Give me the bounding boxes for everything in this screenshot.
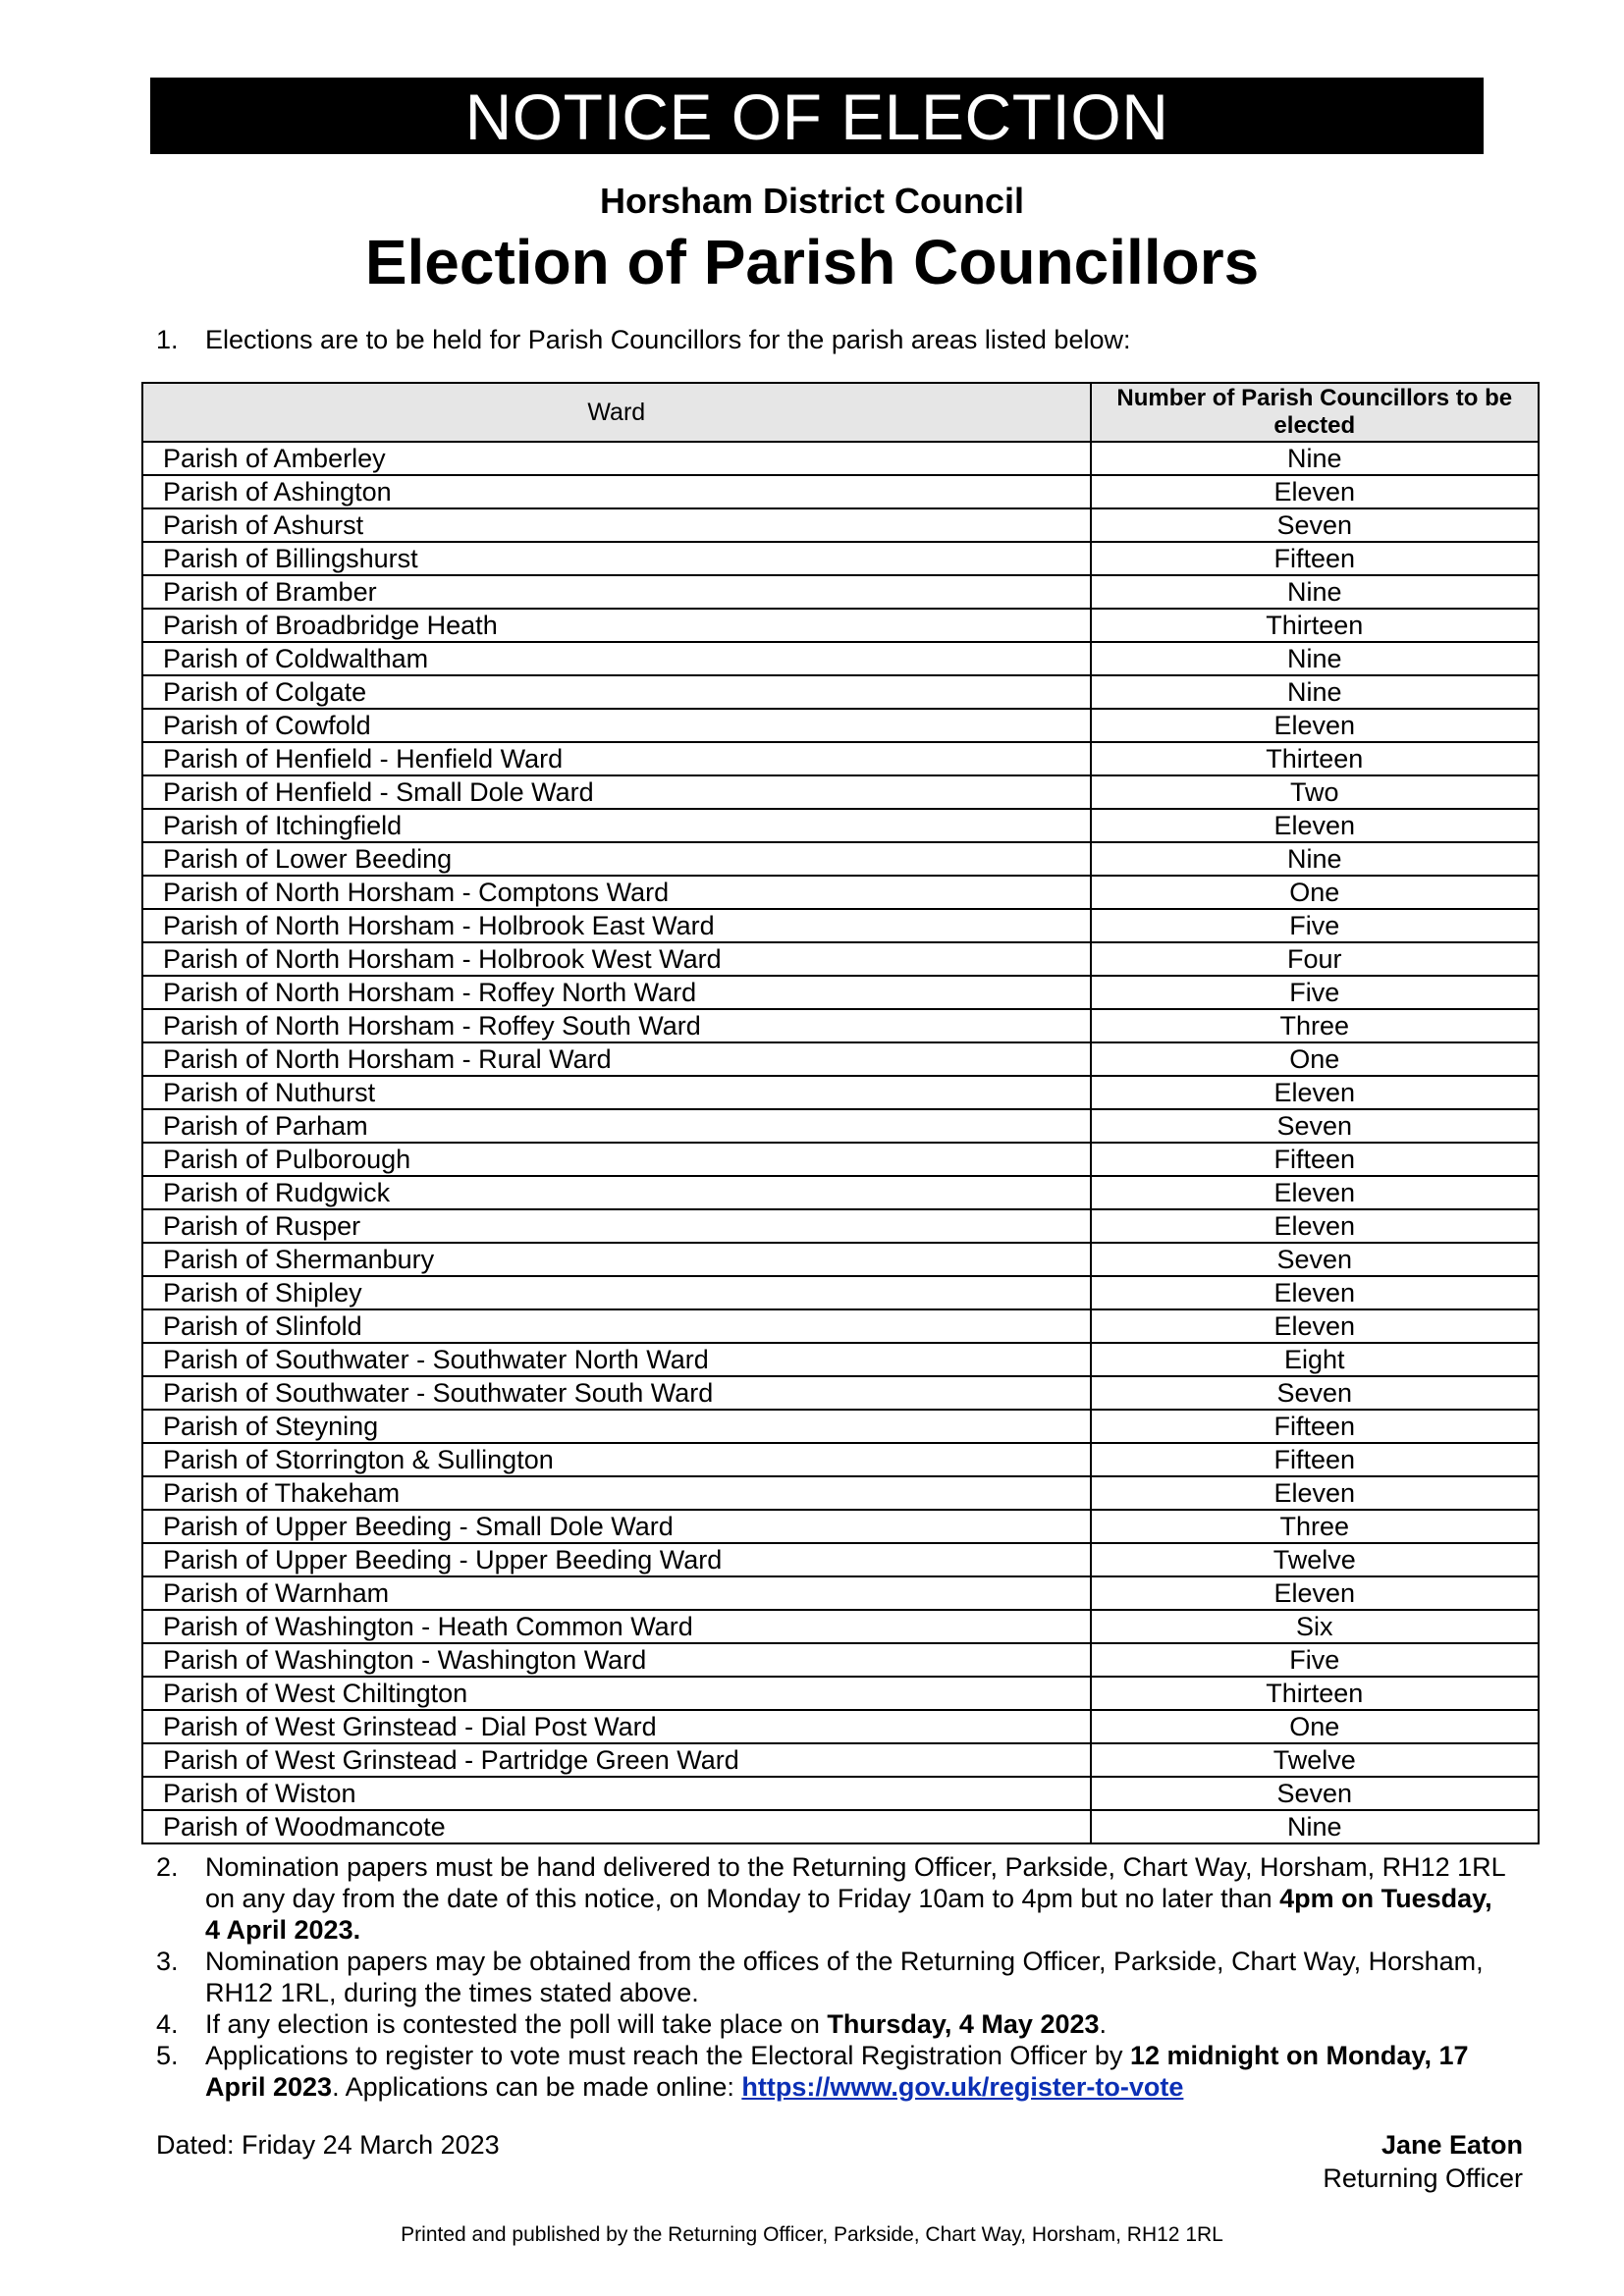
table-row [142,709,1539,742]
note-text [205,1851,1511,1946]
councillor-count-cell: Eleven [1091,1076,1539,1109]
note-number: 3. [156,1947,179,1976]
table-row [142,675,1539,709]
ward-name-cell: Parish of West Chiltington [142,1677,1091,1710]
registration-deadline: 12 midnight on Monday, 17 April 2023 [205,2041,1469,2102]
note-text: Nomination papers may be obtained from the offices of the Returning Officer, Parkside, Chart Way, Horsham, RH12 1RL, during the times stated above. [205,1947,1484,2007]
ward-name-cell: Parish of Thakeham [142,1476,1091,1510]
ward-name-cell: Parish of Billingshurst [142,542,1091,575]
table-row [142,1610,1539,1643]
table-row [142,1710,1539,1743]
ward-name-cell: Parish of Slinfold [142,1309,1091,1343]
table-row [142,876,1539,909]
ward-name-cell: Parish of Henfield - Henfield Ward [142,742,1091,775]
table-row [142,1743,1539,1777]
ward-name-cell: Parish of Shermanbury [142,1243,1091,1276]
table-row [142,475,1539,508]
note-deadline: 4pm on Tuesday, 4 April 2023. [205,1884,1492,1945]
intro-number: 1. [156,325,179,354]
councillor-count-cell: Nine [1091,1810,1539,1843]
table-row [142,909,1539,942]
councillor-count-cell: Eleven [1091,1176,1539,1209]
officer-name: Jane Eaton [1380,2130,1523,2160]
table-row [142,1276,1539,1309]
ward-name-cell: Parish of Warnham [142,1576,1091,1610]
ward-name-cell: Parish of Lower Beeding [142,842,1091,876]
ward-name-cell: Parish of Itchingfield [142,809,1091,842]
ward-column-header: Ward [142,383,1091,442]
note-number: 5. [156,2041,179,2070]
councillor-count-cell: Thirteen [1091,1677,1539,1710]
table-row [142,1009,1539,1042]
councillor-count-cell: Seven [1091,1243,1539,1276]
poll-date: Thursday, 4 May 2023 [827,2009,1100,2039]
councillor-count-cell: Eleven [1091,1276,1539,1309]
councillor-count-cell: Fifteen [1091,1143,1539,1176]
councillor-count-cell: Five [1091,1643,1539,1677]
ward-name-cell: Parish of Parham [142,1109,1091,1143]
councillor-count-cell: Seven [1091,1777,1539,1810]
table-row [142,1677,1539,1710]
councillor-count-cell: Eleven [1091,1476,1539,1510]
councillor-count-cell: Three [1091,1009,1539,1042]
table-row [142,1042,1539,1076]
councillor-count-cell: Two [1091,775,1539,809]
table-row [142,842,1539,876]
ward-name-cell: Parish of Storrington & Sullington [142,1443,1091,1476]
councillor-count-cell: Four [1091,942,1539,976]
officer-role: Returning Officer [1323,2163,1523,2193]
table-row [142,1143,1539,1176]
table-row [142,809,1539,842]
table-row [142,1243,1539,1276]
ward-name-cell: Parish of North Horsham - Holbrook East Ward [142,909,1091,942]
councillor-count-cell: Fifteen [1091,542,1539,575]
page-title: Election of Parish Councillors [364,227,1260,297]
table-row [142,508,1539,542]
table-row [142,976,1539,1009]
table-row [142,1810,1539,1843]
note-body: Applications to register to vote must reach the Electoral Registration Officer by [205,2041,1130,2070]
councillor-count-cell: Eight [1091,1343,1539,1376]
notes-list [156,1851,1511,2103]
councillors-column-header: Number of Parish Councillors to be elected [1091,383,1539,442]
table-row [142,1410,1539,1443]
councillor-count-cell: Five [1091,909,1539,942]
ward-name-cell: Parish of North Horsham - Rural Ward [142,1042,1091,1076]
ward-name-cell: Parish of North Horsham - Roffey South Ward [142,1009,1091,1042]
councillor-count-cell: Seven [1091,508,1539,542]
wards-table [141,382,1540,1844]
councillor-count-cell: Nine [1091,842,1539,876]
table-row [142,1076,1539,1109]
table-row [142,1443,1539,1476]
table-row [142,1343,1539,1376]
councillor-count-cell: One [1091,1710,1539,1743]
note-body: If any election is contested the poll will take place on [205,2009,828,2039]
table-row [142,1543,1539,1576]
ward-name-cell: Parish of Bramber [142,575,1091,609]
ward-name-cell: Parish of Washington - Heath Common Ward [142,1610,1091,1643]
ward-name-cell: Parish of Upper Beeding - Upper Beeding Ward [142,1543,1091,1576]
ward-name-cell: Parish of Pulborough [142,1143,1091,1176]
ward-name-cell: Parish of Washington - Washington Ward [142,1643,1091,1677]
intro-text: Elections are to be held for Parish Councillors for the parish areas listed below: [205,325,1131,354]
table-row [142,1476,1539,1510]
councillor-count-cell: Nine [1091,575,1539,609]
councillor-count-cell: Fifteen [1091,1443,1539,1476]
table-row [142,609,1539,642]
table-row [142,642,1539,675]
councillor-count-cell: Twelve [1091,1543,1539,1576]
ward-name-cell: Parish of Amberley [142,442,1091,475]
notice-banner: NOTICE OF ELECTION [150,78,1484,154]
councillor-count-cell: Three [1091,1510,1539,1543]
register-to-vote-link[interactable]: https://www.gov.uk/register-to-vote [741,2072,1184,2102]
councillor-count-cell: Thirteen [1091,742,1539,775]
wards-table-body [142,442,1539,1843]
ward-name-cell: Parish of North Horsham - Holbrook West Ward [142,942,1091,976]
table-row [142,1777,1539,1810]
councillor-count-cell: Thirteen [1091,609,1539,642]
table-row [142,575,1539,609]
councillor-count-cell: Eleven [1091,809,1539,842]
councillor-count-cell: Nine [1091,642,1539,675]
note-body-end: . Applications can be made online: [332,2072,742,2102]
note-number: 2. [156,1852,179,1882]
ward-name-cell: Parish of West Grinstead - Partridge Green Ward [142,1743,1091,1777]
returning-officer-block [1323,2128,1523,2195]
note-4 [156,2008,1511,2040]
table-row [142,1309,1539,1343]
table-row [142,1643,1539,1677]
ward-name-cell: Parish of Henfield - Small Dole Ward [142,775,1091,809]
note-5 [156,2040,1511,2103]
ward-name-cell: Parish of Coldwaltham [142,642,1091,675]
table-row [142,1109,1539,1143]
ward-name-cell: Parish of Colgate [142,675,1091,709]
ward-name-cell: Parish of Wiston [142,1777,1091,1810]
councillor-count-cell: Nine [1091,675,1539,709]
ward-name-cell: Parish of Ashington [142,475,1091,508]
ward-name-cell: Parish of Southwater - Southwater South Ward [142,1376,1091,1410]
councillor-count-cell: Eleven [1091,1209,1539,1243]
ward-name-cell: Parish of West Grinstead - Dial Post Ward [142,1710,1091,1743]
ward-name-cell: Parish of North Horsham - Roffey North Ward [142,976,1091,1009]
table-row [142,942,1539,976]
ward-name-cell: Parish of Rusper [142,1209,1091,1243]
ward-name-cell: Parish of Ashurst [142,508,1091,542]
dated-line: Dated: Friday 24 March 2023 [156,2130,500,2160]
note-3 [156,1946,1511,2008]
ward-name-cell: Parish of Southwater - Southwater North Ward [142,1343,1091,1376]
councillor-count-cell: Six [1091,1610,1539,1643]
imprint-footer: Printed and published by the Returning Officer, Parkside, Chart Way, Horsham, RH12 1RL [401,2223,1223,2246]
ward-name-cell: Parish of Rudgwick [142,1176,1091,1209]
table-row [142,442,1539,475]
table-header-row [142,383,1539,442]
councillor-count-cell: Nine [1091,442,1539,475]
ward-name-cell: Parish of Upper Beeding - Small Dole Ward [142,1510,1091,1543]
councillor-count-cell: Eleven [1091,1576,1539,1610]
councillor-count-cell: Eleven [1091,709,1539,742]
note-body-end: . [1099,2009,1108,2039]
table-row [142,1209,1539,1243]
table-row [142,1510,1539,1543]
ward-name-cell: Parish of Steyning [142,1410,1091,1443]
note-number: 4. [156,2009,179,2039]
councillor-count-cell: Fifteen [1091,1410,1539,1443]
ward-name-cell: Parish of North Horsham - Comptons Ward [142,876,1091,909]
ward-name-cell: Parish of Nuthurst [142,1076,1091,1109]
councillor-count-cell: Five [1091,976,1539,1009]
table-row [142,1576,1539,1610]
councillor-count-cell: Seven [1091,1109,1539,1143]
ward-name-cell: Parish of Cowfold [142,709,1091,742]
table-row [142,1176,1539,1209]
note-text [205,2008,1511,2040]
council-name: Horsham District Council [599,181,1025,221]
table-row [142,1376,1539,1410]
table-row [142,542,1539,575]
councillor-count-cell: Seven [1091,1376,1539,1410]
ward-name-cell: Parish of Woodmancote [142,1810,1091,1843]
table-row [142,775,1539,809]
note-2 [156,1851,1511,1946]
councillor-count-cell: Twelve [1091,1743,1539,1777]
councillor-count-cell: One [1091,876,1539,909]
note-body: Nomination papers must be hand delivered to the Returning Officer, Parkside, Chart Way, Horsham, RH12 1RL on any day from the date of this notice, on Monday to Friday 10am to 4pm but no later than [205,1852,1505,1913]
intro-paragraph [156,322,1130,357]
councillor-count-cell: Eleven [1091,1309,1539,1343]
table-row [142,742,1539,775]
councillor-count-cell: Eleven [1091,475,1539,508]
ward-name-cell: Parish of Broadbridge Heath [142,609,1091,642]
note-text [205,2040,1511,2103]
councillor-count-cell: One [1091,1042,1539,1076]
ward-name-cell: Parish of Shipley [142,1276,1091,1309]
